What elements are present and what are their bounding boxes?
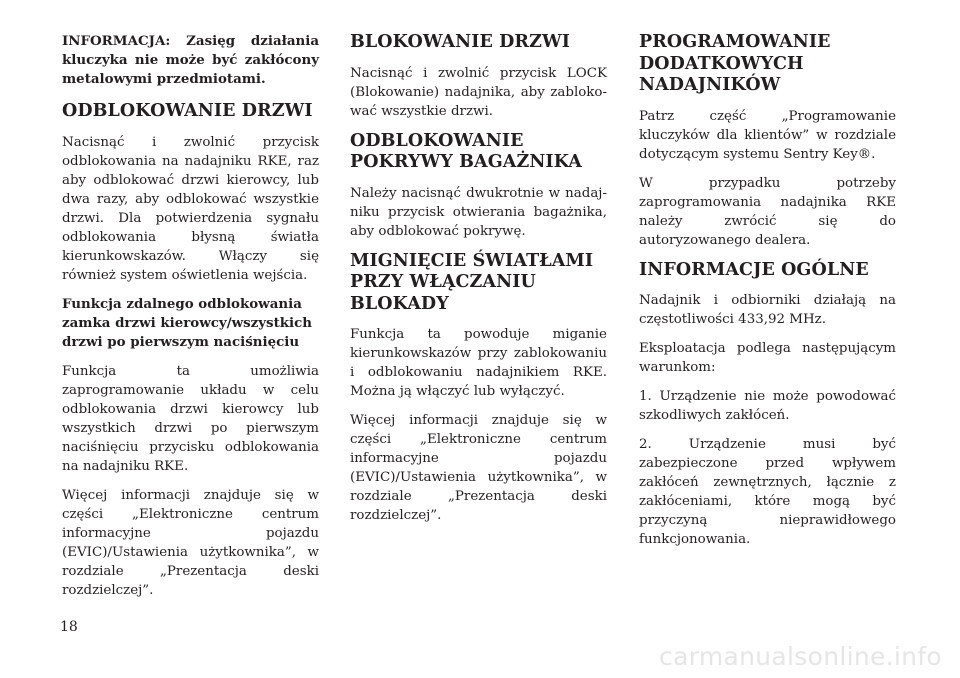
subheading-remote-unlock: Funkcja zdalnego odblokowania zamka drzwi kierowcy/wszystkich drzwi po pierwszym naciśnięciu [62,295,313,350]
paragraph-lock-instructions: Nacisnąć i zwolnić przycisk LOCK (Blokowanie) nadajnika, aby zablokować wszystkie drzwi. [350,65,607,119]
paragraph-remote-unlock-function: Funkcja ta umożliwia zaprogramowanie układu w celu odblokowania drzwi kierowcy lub wszystkich drzwi po pierwszym naciśnięciu przycisku odblokowania na nadajniku RKE. [62,363,319,474]
heading-trunk-unlock: ODBLOKOWANIE POKRYWY BAGAŻNIKA [350,130,582,172]
paragraph-trunk-unlock: Należy nacisnąć dwukrotnie w nadajniku przycisk otwierania bagażnika, aby odblokować pokrywę. [350,185,607,239]
column-middle [350,32,607,535]
paragraph-unlock-instructions: Nacisnąć i zwolnić przycisk odblokowania na nadajniku RKE, raz aby odblokować drzwi kierowcy, lub dwa razy, aby odblokować wszystkie drzwi. Dla potwierdzenia sygnału odblokowania błysną światła kierunkowskazów. Włączy się również system oświetlenia wejścia. [62,134,319,283]
heading-flash-lights: MIGNIĘCIE ŚWIATŁAMI PRZY WŁĄCZANIU BLOKADY [350,250,594,314]
paragraph-condition-1: 1. Urządzenie nie może powodować szkodliwych zakłóceń. [639,389,896,423]
paragraph-operating-conditions: Eksploatacja podlega następującym warunkom: [639,341,896,375]
paragraph-frequency: Nadajnik i odbiorniki działają na częstotliwości 433,92 MHz. [639,293,896,327]
paragraph-condition-2: 2. Urządzenie musi być zabezpieczone przed wpływem zakłóceń zewnętrznych, łącznie z zakłóceniami, które mogą być przyczyną nieprawidłowego funkcjonowania. [639,437,896,547]
paragraph-sentry-key-reference: Patrz część „Programowanie kluczyków dla klientów” w rozdziale dotyczącym systemu Sentry Key®. [639,108,896,162]
information-note: INFORMACJA: Zasięg działania kluczyka nie może być zakłócony metalowymi przedmiotami. [62,33,319,87]
paragraph-more-info-evic: Więcej informacji znajduje się w części „Elektroniczne centrum informacyjne pojazdu (EVIC)/Ustawienia użytkownika”, w rozdziale „Prezentacja deski rozdzielczej”. [62,487,319,598]
paragraph-more-info-evic: Więcej informacji znajduje się w części „Elektroniczne centrum informacyjne pojazdu (EVIC)/Ustawienia użytkownika”, w rozdziale „Prezentacja deski rozdzielczej”. [350,413,607,523]
heading-locking-doors: BLOKOWANIE DRZWI [350,32,570,52]
heading-general-information: INFORMACJE OGÓLNE [639,259,869,280]
heading-unlocking-doors: ODBLOKOWANIE DRZWI [62,101,313,121]
paragraph-dealer-programming: W przypadku potrzeby zaprogramowania nadajnika RKE należy zwrócić się do autoryzowanego dealera. [639,175,896,248]
column-left [62,32,319,610]
heading-programming-transmitters: PROGRAMOWANIE DODATKOWYCH NADAJNIKÓW [639,32,831,95]
page-number: 18 [60,619,78,635]
watermark: carmanualsonline.info [659,642,942,671]
paragraph-flash-lights-function: Funkcja ta powoduje miganie kierunkowskazów przy zablokowaniu i odblokowaniu nadajnikiem RKE. Można ją włączyć lub wyłączyć. [350,327,607,399]
column-right [639,32,896,559]
